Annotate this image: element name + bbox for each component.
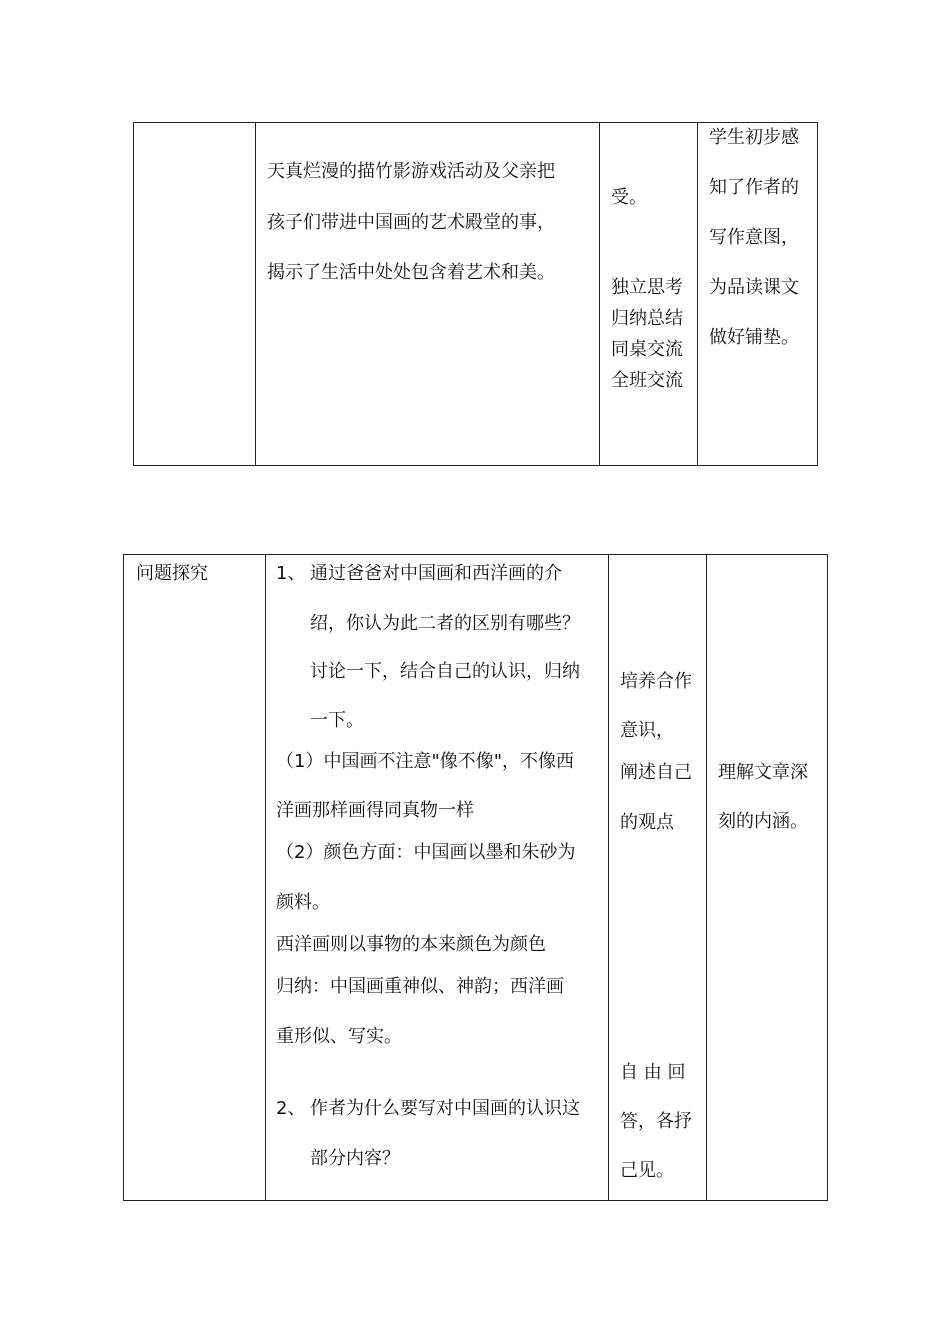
intent-line: 写作意图， xyxy=(709,227,799,248)
table-divider xyxy=(608,555,609,1200)
question-line: 部分内容？ xyxy=(310,1148,400,1169)
answer-line: （1）中国画不注意"像不像"，不像西 xyxy=(276,751,575,772)
question-line: 一下。 xyxy=(310,710,364,731)
table-divider xyxy=(255,123,256,465)
lesson-table-continued xyxy=(133,122,818,466)
activity-line: 自 由 回 xyxy=(620,1062,686,1083)
activity-line: 意识， xyxy=(620,720,674,741)
activity-line: 培养合作 xyxy=(620,671,692,692)
answer-line: 颜料。 xyxy=(276,892,330,913)
intent-line: 学生初步感 xyxy=(709,127,799,148)
table-divider xyxy=(697,123,698,465)
question-number: 1、 xyxy=(276,563,306,584)
question-line: 讨论一下，结合自己的认识，归纳 xyxy=(310,661,580,682)
intent-line: 做好铺垫。 xyxy=(709,327,799,348)
section-label: 问题探究 xyxy=(136,563,208,584)
question-number: 2、 xyxy=(276,1098,306,1119)
question-line: 通过爸爸对中国画和西洋画的介 xyxy=(310,563,562,584)
intent-line: 为品读课文 xyxy=(709,277,799,298)
answer-line: 归纳：中国画重神似、神韵；西洋画 xyxy=(276,976,564,997)
activity-line: 归纳总结 xyxy=(611,308,683,329)
table-divider xyxy=(265,555,266,1200)
question-line: 作者为什么要写对中国画的认识这 xyxy=(310,1098,580,1119)
intent-line: 刻的内涵。 xyxy=(718,811,808,832)
intent-line: 知了作者的 xyxy=(709,177,799,198)
activity-line: 受。 xyxy=(611,187,647,208)
content-line: 孩子们带进中国画的艺术殿堂的事， xyxy=(267,212,555,233)
answer-line: 重形似、写实。 xyxy=(276,1026,402,1047)
answer-line: 洋画那样画得同真物一样 xyxy=(276,800,474,821)
intent-line: 理解文章深 xyxy=(718,762,808,783)
activity-line: 同桌交流 xyxy=(611,339,683,360)
table-divider xyxy=(706,555,707,1200)
content-line: 天真烂漫的描竹影游戏活动及父亲把 xyxy=(267,161,555,182)
answer-line: 西洋画则以事物的本来颜色为颜色 xyxy=(276,934,546,955)
content-line: 揭示了生活中处处包含着艺术和美。 xyxy=(267,262,555,283)
activity-line: 独立思考 xyxy=(611,277,683,298)
activity-line: 的观点 xyxy=(620,812,674,833)
activity-line: 答，各抒 xyxy=(620,1111,692,1132)
answer-line: （2）颜色方面：中国画以墨和朱砂为 xyxy=(276,842,576,863)
activity-line: 己见。 xyxy=(620,1160,674,1181)
lesson-table-inquiry xyxy=(123,554,828,1201)
table-divider xyxy=(599,123,600,465)
activity-line: 阐述自己 xyxy=(620,762,692,783)
activity-line: 全班交流 xyxy=(611,370,683,391)
question-line: 绍，你认为此二者的区别有哪些？ xyxy=(310,613,580,634)
